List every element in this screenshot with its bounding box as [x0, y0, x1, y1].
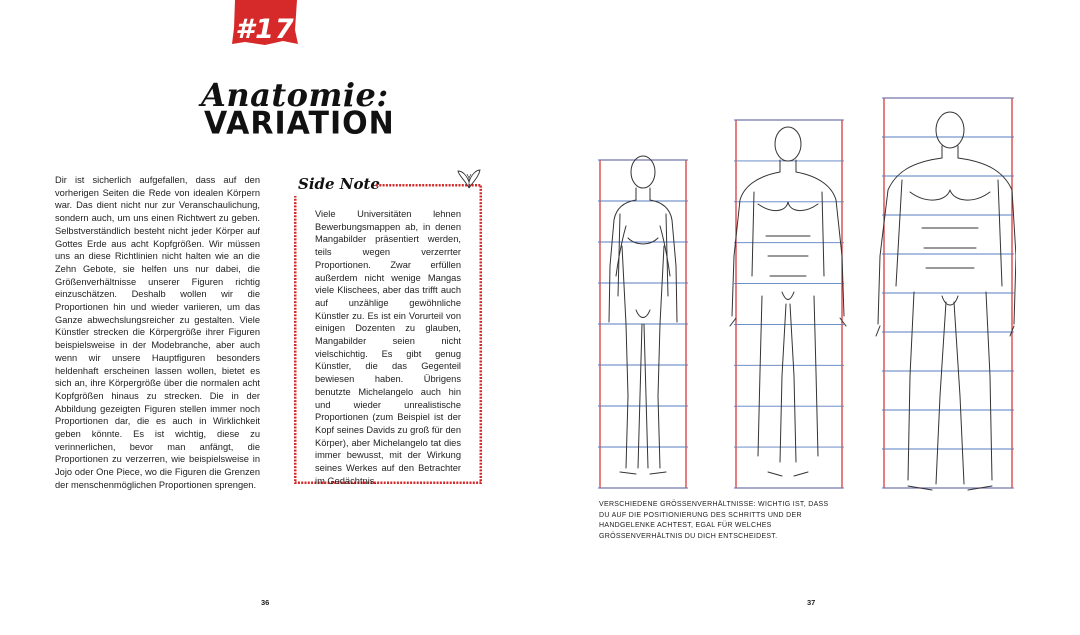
page-number-right: 37	[807, 598, 816, 607]
chapter-number: #17	[235, 14, 295, 45]
figure-10-heads	[876, 112, 1016, 490]
side-note-text: Viele Universitäten lehnen Bewerbungsmappen ab, in denen Mangabilder präsentiert werden, teils wegen verzerrter Proportionen. Zwar erfüllen außerdem nicht wenige Mangas viele Klischees, aber das trifft auch auf unzählige gewöhnliche Künstler zu. Es ist ein Vorurteil von einigen Dozenten zu glauben, Mangabilder seien nicht vielschichtig. Es gibt genug Künstler, die das Gegenteil bewiesen haben. Übrigens benutzte Michelangelo auch hin und wieder unrealistische Proportionen (zum Beispiel ist der Kopf seines Davids zu groß für den Körper), aber Michelangelo tat dies immer bewusst, mit der Wirkung seines Werkes auf den Betrachter im Gedächtnis.	[315, 209, 461, 486]
butterfly-icon	[456, 168, 482, 192]
page-number-left: 36	[261, 598, 270, 607]
figure-caption: VERSCHIEDENE GRÖSSENVERHÄLTNISSE: WICHTIG IST, DASS DU AUF DIE POSITIONIERUNG DES SCHRITTS UND DER HANDGELENKE ACHTEST, EGAL FÜR WELCHES GRÖSSENVERHÄLTNIS DU DICH ENTSCHEIDEST.	[599, 501, 829, 540]
side-note-title: Side Note	[298, 175, 380, 193]
body-text: Dir ist sicherlich aufgefallen, dass auf den vorherigen Seiten die Rede von idealen Körpern war. Das dient nicht nur zur Veranschaulichung, sondern auch, um uns einen Richtwert zu geben. Selbstverständlich besteht nicht jeder Körper auf Gottes Erde aus acht Kopfgrößen. Wir müssen uns an diese Richtlinien nicht halten wie an die Zehn Gebote, sie helfen uns nur dabei, die Größenverhältnisse unserer Figuren richtig einzuschätzen. Deshalb wollen wir die Proportionen hin und wieder variieren, um das Ganze abwechslungsreicher zu gestalten. Viele Künstler strecken die Körpergröße ihrer Figuren beispielsweise in der Modebranche, aber auch wenn wir unsere Hauptfiguren besonders heldenhaft erscheinen lassen wollen, bietet es sich an, ihre Körpergröße über die normalen acht Kopfgrößen hinaus zu strecken. Die in der Abbildung gezeigten Figuren stellen immer noch Proportionen dar, die es auch in Wirklichkeit geben könnte. Es ist wichtig, diese zu verinnerlichen, bevor man anfängt, die Proportionen zu verzerren, wie beispielsweise in Jojo oder One Piece, wo die Figuren die Grenzen der menschenmöglichen Proportionen sprengen.	[55, 175, 260, 490]
figure-8-heads	[609, 156, 677, 474]
proportion-frame	[736, 120, 842, 488]
figure-proportions-illustration	[596, 96, 1016, 498]
page-title-script: Anatomie:	[201, 76, 389, 114]
page-title: VARIATION	[204, 105, 395, 142]
figure-9-heads	[730, 127, 846, 476]
